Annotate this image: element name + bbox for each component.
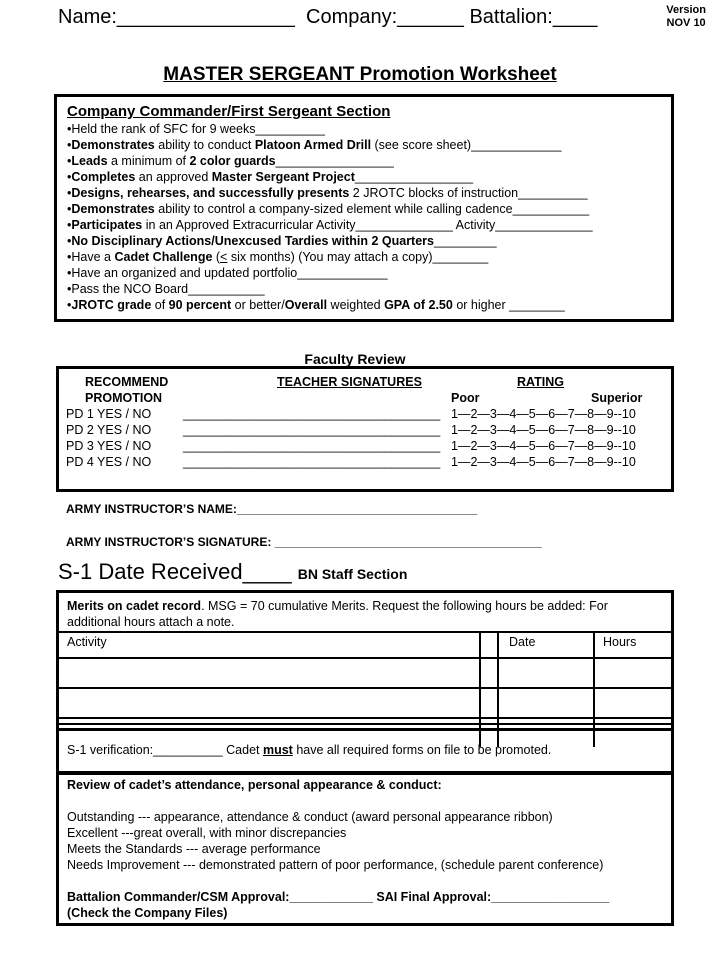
requirement-text: or better/ bbox=[231, 298, 285, 312]
commander-requirements-list bbox=[67, 121, 671, 313]
requirement-text: Demonstrates bbox=[71, 202, 155, 216]
merits-row-rule-1 bbox=[59, 657, 671, 659]
commander-section bbox=[54, 94, 674, 322]
pd-recommend-4[interactable]: PD 4 YES / NO bbox=[66, 455, 152, 469]
s1-header bbox=[58, 559, 407, 585]
requirement-text: 2 JROTC blocks of instruction__________ bbox=[349, 186, 588, 200]
review-outstanding: Outstanding --- appearance, attendance & conduct (award personal appearance ribbon) bbox=[67, 810, 553, 824]
merits-row-rule-3 bbox=[59, 717, 671, 719]
requirement-text: (see score sheet)_____________ bbox=[371, 138, 562, 152]
merits-section bbox=[56, 590, 674, 774]
company-field[interactable]: Company:______ bbox=[306, 6, 464, 28]
teacher-signatures-header: TEACHER SIGNATURES bbox=[277, 375, 422, 389]
requirement-text: 2 color guards bbox=[189, 154, 276, 168]
review-heading: Review of cadet’s attendance, personal appearance & conduct: bbox=[67, 778, 442, 792]
pd-recommend-3[interactable]: PD 3 YES / NO bbox=[66, 439, 152, 453]
requirement-text: • bbox=[67, 218, 72, 232]
rating-scale-4[interactable]: 1—2—3—4—5—6—7—8—9--10 bbox=[451, 455, 636, 469]
version-value: NOV 10 bbox=[666, 17, 706, 29]
requirement-text: • bbox=[67, 234, 72, 248]
faculty-review-title: Faculty Review bbox=[304, 351, 406, 367]
requirement-text: a minimum of bbox=[107, 154, 190, 168]
check-company-files: (Check the Company Files) bbox=[67, 906, 228, 920]
requirement-text: Demonstrates bbox=[71, 138, 155, 152]
page-title: MASTER SERGEANT Promotion Worksheet bbox=[163, 64, 557, 85]
battalion-field[interactable]: Battalion:____ bbox=[469, 6, 598, 28]
verification-text-end: have all required forms on file to be promoted. bbox=[292, 743, 552, 757]
requirement-text: • bbox=[67, 186, 72, 200]
name-field[interactable]: Name:________________ bbox=[58, 6, 295, 28]
requirement-text: < bbox=[220, 250, 228, 264]
army-instructor-name[interactable]: ARMY INSTRUCTOR’S NAME:____________________________________ bbox=[66, 502, 478, 516]
requirement-item[interactable] bbox=[67, 201, 671, 217]
merits-table-top-rule bbox=[59, 631, 671, 633]
requirement-text: Participates bbox=[71, 218, 143, 232]
requirement-item[interactable] bbox=[67, 265, 671, 281]
promotion-header: PROMOTION bbox=[85, 391, 163, 405]
requirement-item[interactable] bbox=[67, 137, 671, 153]
requirement-text: •Pass the NCO Board___________ bbox=[67, 282, 265, 296]
signature-line-1[interactable]: _____________________________________ bbox=[183, 407, 441, 421]
requirement-text: Completes bbox=[71, 170, 136, 184]
requirement-text: ability to control a company-sized element while calling cadence___________ bbox=[154, 202, 590, 216]
merits-lead: Merits on cadet record bbox=[67, 599, 202, 613]
requirement-text: • bbox=[67, 138, 72, 152]
must-emphasis: must bbox=[262, 743, 293, 757]
requirement-item[interactable] bbox=[67, 153, 671, 169]
pd-recommend-2[interactable]: PD 2 YES / NO bbox=[66, 423, 152, 437]
requirement-text: of bbox=[151, 298, 169, 312]
merits-note: additional hours attach a note. bbox=[67, 615, 235, 629]
requirement-text: Overall bbox=[284, 298, 328, 312]
requirement-text: GPA of 2.50 bbox=[384, 298, 453, 312]
recommend-header: RECOMMEND bbox=[85, 375, 169, 389]
requirement-text: • bbox=[67, 202, 72, 216]
requirement-text: an approved bbox=[135, 170, 212, 184]
requirement-text: JROTC grade bbox=[71, 298, 152, 312]
version-label: Version bbox=[666, 4, 706, 16]
approval-line[interactable]: Battalion Commander/CSM Approval:____________ SAI Final Approval:_________________ bbox=[67, 890, 610, 904]
review-meets-standards: Meets the Standards --- average performance bbox=[67, 842, 321, 856]
requirement-item[interactable] bbox=[67, 281, 671, 297]
army-instructor-signature[interactable]: ARMY INSTRUCTOR’S SIGNATURE: ________________________________________ bbox=[66, 535, 542, 549]
requirement-item[interactable] bbox=[67, 217, 671, 233]
requirement-text: ( bbox=[212, 250, 221, 264]
requirement-item[interactable] bbox=[67, 297, 671, 313]
signature-line-4[interactable]: _____________________________________ bbox=[183, 455, 441, 469]
commander-section-heading: Company Commander/First Sergeant Section bbox=[67, 103, 391, 120]
activity-header: Activity bbox=[67, 635, 107, 649]
merits-lead-rest: . MSG = 70 cumulative Merits. Request the following hours be added: For bbox=[201, 599, 608, 613]
requirement-text: Designs, rehearses, and successfully presents bbox=[71, 186, 350, 200]
merits-instructions bbox=[67, 599, 608, 613]
rating-scale-2[interactable]: 1—2—3—4—5—6—7—8—9--10 bbox=[451, 423, 636, 437]
superior-label: Superior bbox=[591, 391, 643, 405]
verification-text: S-1 verification:__________ Cadet bbox=[67, 743, 263, 757]
requirement-text: •Have a bbox=[67, 250, 115, 264]
rating-header: RATING bbox=[517, 375, 564, 389]
requirement-text: _________________ bbox=[354, 170, 474, 184]
version-block bbox=[666, 4, 706, 30]
poor-label: Poor bbox=[451, 391, 480, 405]
hours-header: Hours bbox=[603, 635, 637, 649]
signature-line-3[interactable]: _____________________________________ bbox=[183, 439, 441, 453]
requirement-text: No Disciplinary Actions/Unexcused Tardies within 2 Quarters bbox=[71, 234, 434, 248]
merits-row-rule-4 bbox=[59, 723, 671, 725]
pd-recommend-1[interactable]: PD 1 YES / NO bbox=[66, 407, 152, 421]
requirement-item[interactable] bbox=[67, 169, 671, 185]
signature-line-2[interactable]: _____________________________________ bbox=[183, 423, 441, 437]
requirement-text: • bbox=[67, 154, 72, 168]
s1-verification[interactable] bbox=[67, 743, 551, 757]
faculty-review-table bbox=[56, 366, 674, 492]
requirement-text: Cadet Challenge bbox=[114, 250, 213, 264]
requirement-item[interactable] bbox=[67, 249, 671, 265]
requirement-text: in an Approved Extracurricular Activity______________ Activity______________ bbox=[142, 218, 593, 232]
header-fields bbox=[58, 6, 597, 29]
requirement-text: weighted bbox=[327, 298, 385, 312]
rating-scale-3[interactable]: 1—2—3—4—5—6—7—8—9--10 bbox=[451, 439, 636, 453]
requirement-text: • bbox=[67, 170, 72, 184]
requirement-item[interactable] bbox=[67, 233, 671, 249]
review-excellent: Excellent ---great overall, with minor discrepancies bbox=[67, 826, 347, 840]
review-needs-improvement: Needs Improvement --- demonstrated pattern of poor performance, (schedule parent conference) bbox=[67, 858, 604, 872]
requirement-item[interactable] bbox=[67, 121, 671, 137]
requirement-text: •Held the rank of SFC for 9 weeks__________ bbox=[67, 122, 326, 136]
merits-table-bottom-rule bbox=[59, 728, 671, 731]
requirement-text: six months) (You may attach a copy)________ bbox=[227, 250, 489, 264]
requirement-text: •Have an organized and updated portfolio_____________ bbox=[67, 266, 388, 280]
requirement-text: Platoon Armed Drill bbox=[254, 138, 372, 152]
requirement-text: Leads bbox=[71, 154, 108, 168]
requirement-text: ability to conduct bbox=[154, 138, 255, 152]
review-section bbox=[56, 772, 674, 926]
requirement-text: Master Sergeant Project bbox=[211, 170, 355, 184]
bn-staff-section-title: BN Staff Section bbox=[297, 566, 408, 582]
date-header: Date bbox=[509, 635, 536, 649]
requirement-text: or higher ________ bbox=[452, 298, 565, 312]
rating-scale-1[interactable]: 1—2—3—4—5—6—7—8—9--10 bbox=[451, 407, 636, 421]
merits-row-rule-2 bbox=[59, 687, 671, 689]
s1-date-received[interactable]: S-1 Date Received____ bbox=[58, 559, 292, 584]
requirement-text: 90 percent bbox=[168, 298, 232, 312]
requirement-text: • bbox=[67, 298, 72, 312]
requirement-item[interactable] bbox=[67, 185, 671, 201]
requirement-text: _________________ bbox=[275, 154, 394, 168]
requirement-text: _________ bbox=[434, 234, 497, 248]
